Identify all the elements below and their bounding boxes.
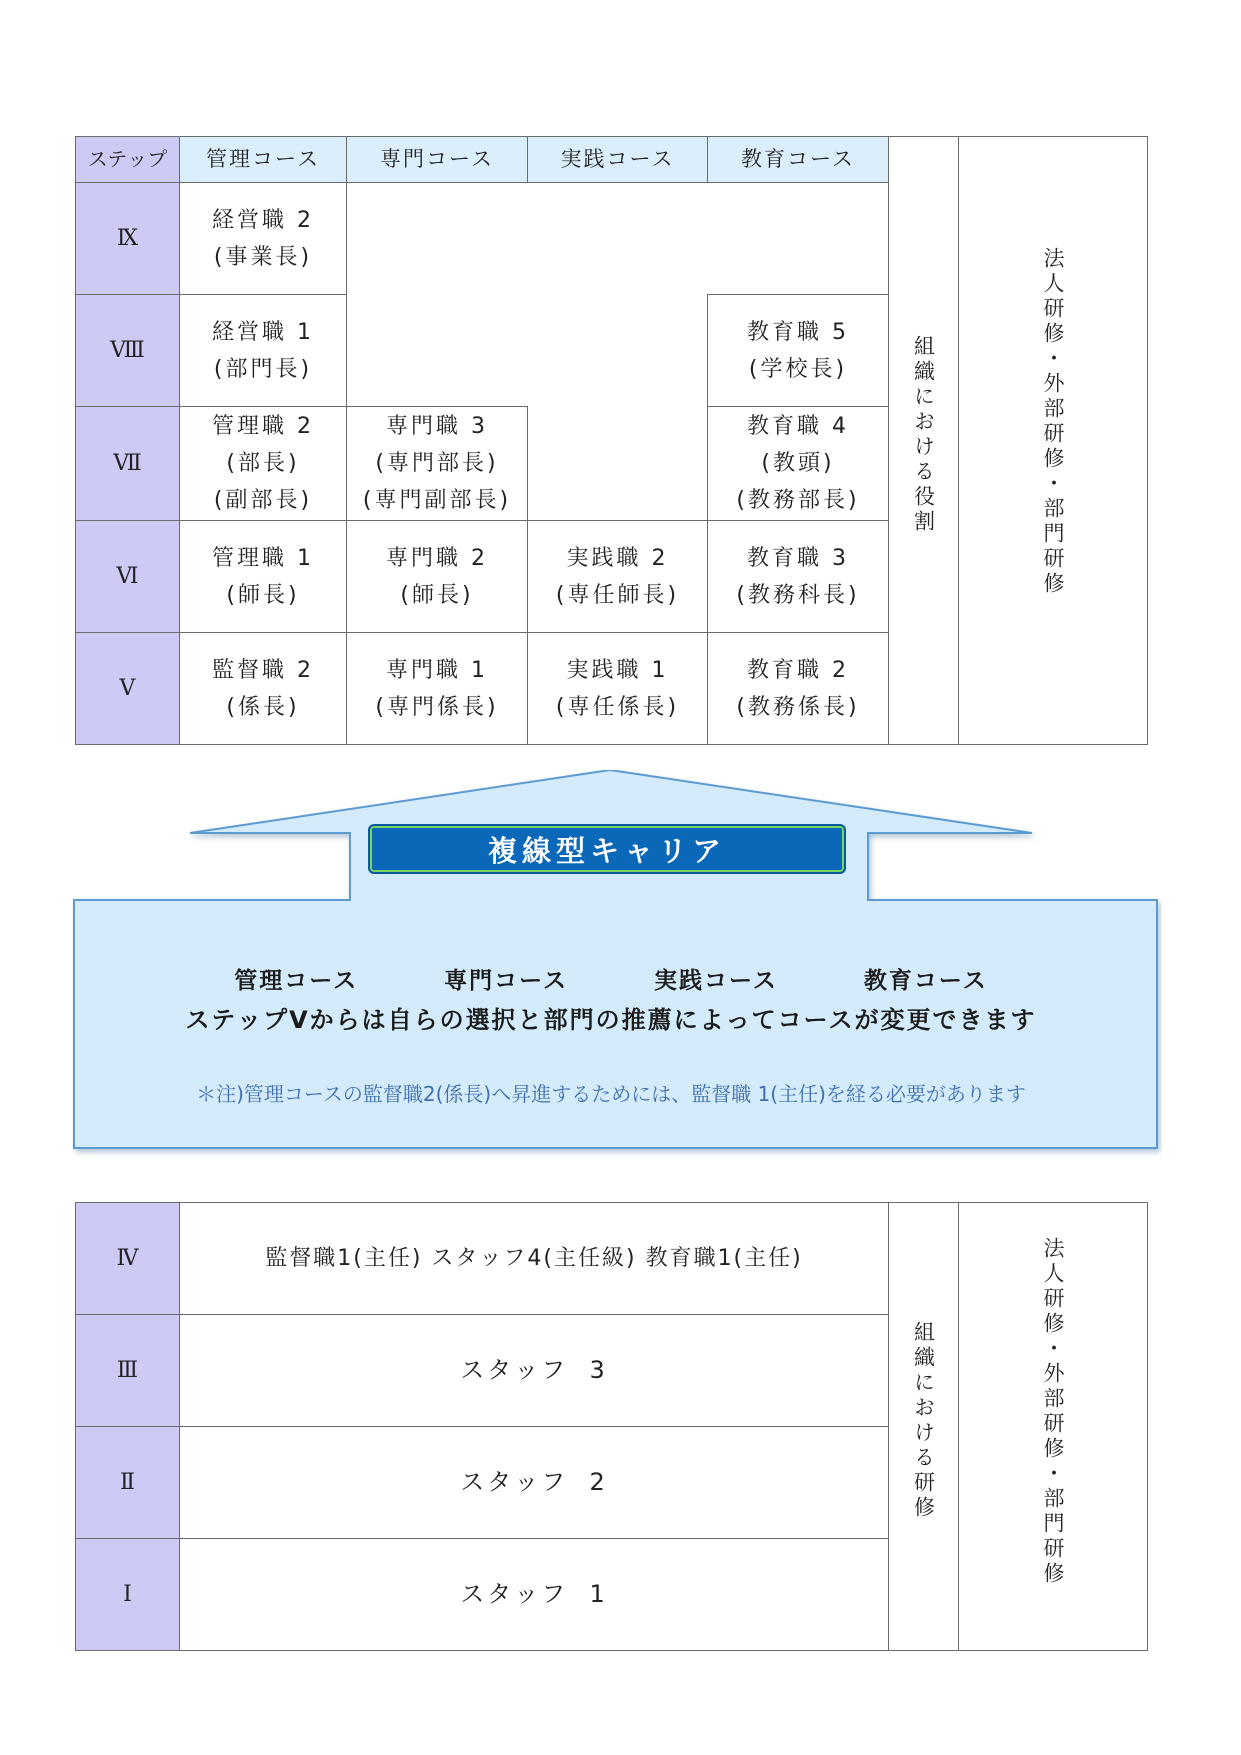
- cell-step5-kanri: 監督職 2 (係長): [180, 633, 347, 745]
- cell-step6-senmon: 専門職 2 (師長): [347, 521, 528, 633]
- cell-step3-content: スタッフ 3: [180, 1315, 889, 1427]
- external-training-label: 法人研修・外部研修・部門研修: [1041, 247, 1065, 597]
- header-jissen-course: 実践コース: [528, 137, 708, 183]
- banner-course-jissen: 実践コース: [654, 968, 778, 994]
- cell-step7-kanri: 管理職 2 (部長) (副部長): [180, 407, 347, 521]
- header-senmon-course: 専門コース: [347, 137, 528, 183]
- cell-step8-empty: [347, 295, 708, 407]
- step-9: Ⅸ: [76, 183, 180, 295]
- org-role-cell: [889, 137, 959, 745]
- cell-step7-empty: [528, 407, 708, 521]
- cell-step5-jissen: 実践職 1 (専任係長): [528, 633, 708, 745]
- cell-step6-kyouiku: 教育職 3 (教務科長): [708, 521, 889, 633]
- header-kanri-course: 管理コース: [180, 137, 347, 183]
- cell-step9-kanri: 経営職 2 (事業長): [180, 183, 347, 295]
- org-training-cell: [889, 1203, 959, 1651]
- step-1: Ⅰ: [76, 1539, 180, 1651]
- cell-step4-content: 監督職1(主任) スタッフ4(主任級) 教育職1(主任): [180, 1203, 889, 1315]
- banner-course-list: [72, 962, 1150, 995]
- org-training-label: 組織における研修: [911, 1320, 936, 1521]
- external-training-label-lower: 法人研修・外部研修・部門研修: [1041, 1237, 1065, 1587]
- cell-step6-jissen: 実践職 2 (専任師長): [528, 521, 708, 633]
- banner-title: 複線型キャリア: [368, 824, 846, 874]
- banner-course-kyouiku: 教育コース: [863, 968, 988, 994]
- career-ladder-upper-table: [75, 136, 1148, 745]
- org-role-label: 組織における役割: [911, 334, 936, 535]
- cell-step2-content: スタッフ 2: [180, 1427, 889, 1539]
- career-ladder-lower-table: [75, 1202, 1148, 1651]
- step-8: Ⅷ: [76, 295, 180, 407]
- cell-step9-empty: [347, 183, 889, 295]
- step-6: Ⅵ: [76, 521, 180, 633]
- step-5: Ⅴ: [76, 633, 180, 745]
- cell-step8-kyouiku: 教育職 5 (学校長): [708, 295, 889, 407]
- cell-step5-senmon: 専門職 1 (専門係長): [347, 633, 528, 745]
- external-training-cell-lower: [959, 1203, 1148, 1651]
- step-4: Ⅳ: [76, 1203, 180, 1315]
- step-2: Ⅱ: [76, 1427, 180, 1539]
- cell-step8-kanri: 経営職 1 (部門長): [180, 295, 347, 407]
- banner-course-kanri: 管理コース: [234, 968, 359, 994]
- cell-step5-kyouiku: 教育職 2 (教務係長): [708, 633, 889, 745]
- banner-note: ＊注)管理コースの監督職2(係長)へ昇進するためには、監督職 1(主任)を経る必要があります: [196, 1082, 1026, 1106]
- step-7: Ⅶ: [76, 407, 180, 521]
- banner-course-senmon: 専門コース: [444, 968, 568, 994]
- cell-step1-content: スタッフ 1: [180, 1539, 889, 1651]
- header-kyouiku-course: 教育コース: [708, 137, 889, 183]
- header-step: ステップ: [76, 137, 180, 183]
- cell-step6-kanri: 管理職 1 (師長): [180, 521, 347, 633]
- cell-step7-senmon: 専門職 3 (専門部長) (専門副部長): [347, 407, 528, 521]
- external-training-cell: [959, 137, 1148, 745]
- cell-step7-kyouiku: 教育職 4 (教頭) (教務部長): [708, 407, 889, 521]
- step-3: Ⅲ: [76, 1315, 180, 1427]
- banner-main-text: ステップⅤからは自らの選択と部門の推薦によってコースが変更できます: [185, 1006, 1037, 1034]
